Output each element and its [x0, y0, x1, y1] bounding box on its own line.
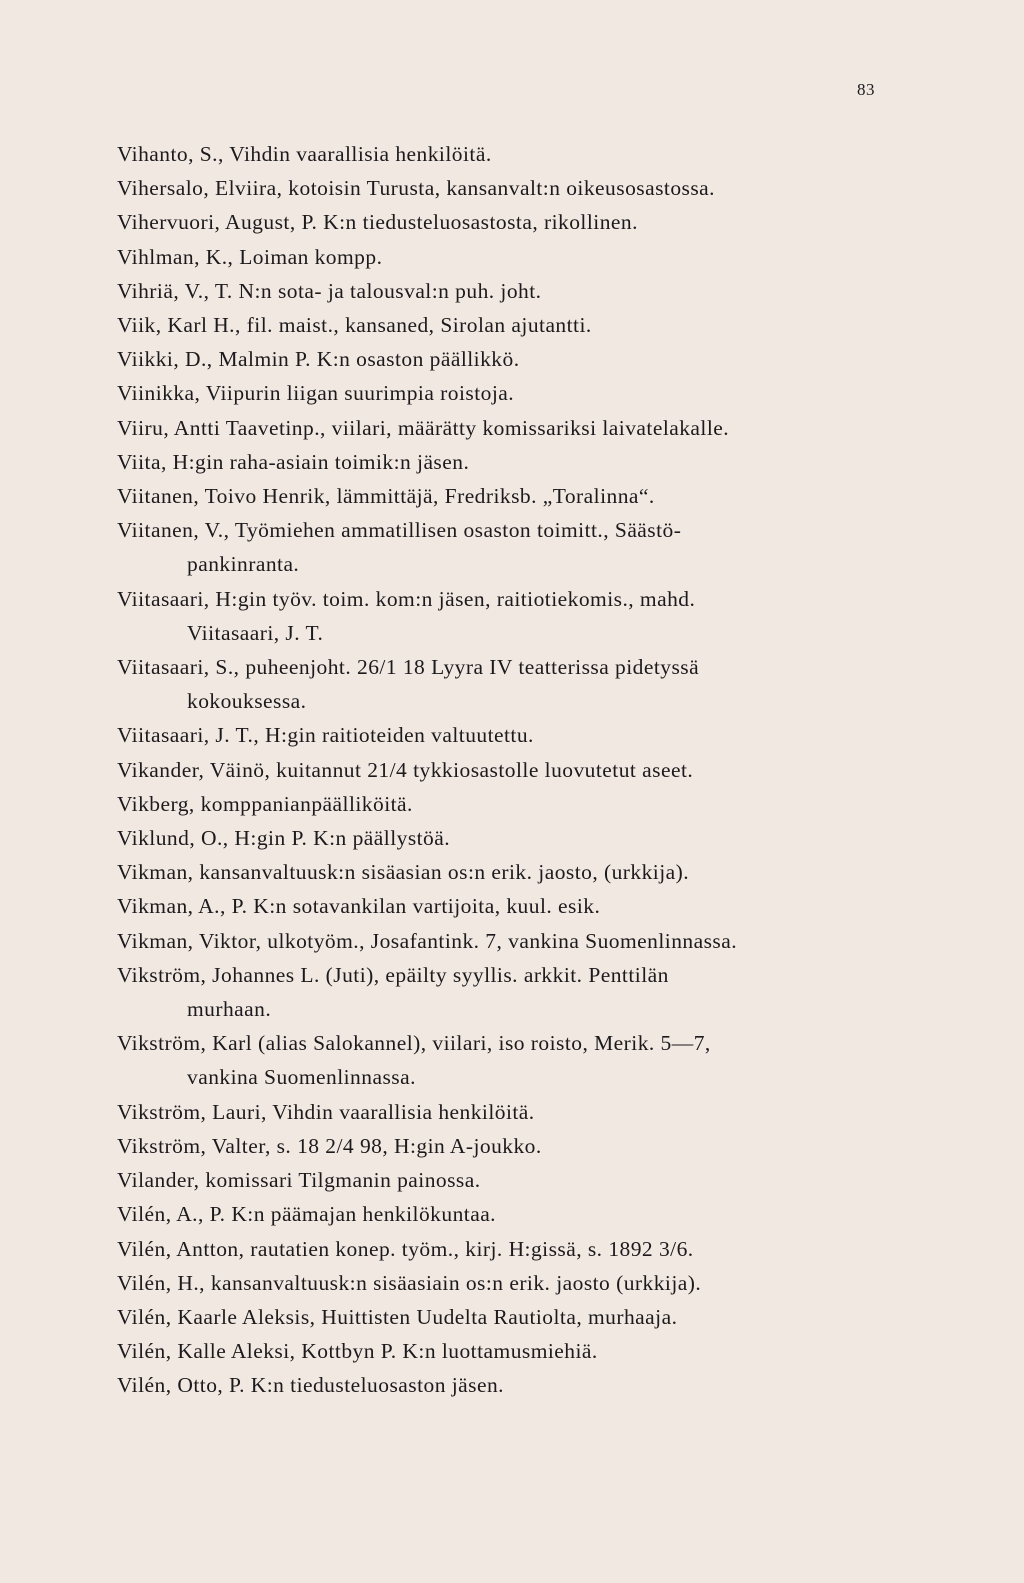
page-number: 83	[857, 80, 875, 99]
register-entry	[117, 308, 897, 342]
entry-text: Viitasaari, H:gin työv. toim. kom:n jäsen, raitiotiekomis., mahd.	[117, 586, 696, 611]
entry-text: Vilén, Antton, rautatien konep. työm., kirj. H:gissä, s. 1892 3/6.	[117, 1236, 694, 1261]
register-entry	[117, 582, 897, 650]
entry-text: Vihlman, K., Loiman kompp.	[117, 244, 383, 269]
register-entry	[117, 342, 897, 376]
register-entry	[117, 958, 897, 1026]
entry-text: Vikström, Valter, s. 18 2/4 98, H:gin A-joukko.	[117, 1133, 542, 1158]
entry-text: Viitasaari, J. T., H:gin raitioteiden valtuutettu.	[117, 723, 534, 748]
entry-text: Viik, Karl H., fil. maist., kansaned, Sirolan ajutantti.	[117, 313, 592, 338]
register-entry	[117, 1095, 897, 1129]
register-entry	[117, 274, 897, 308]
entry-text: Vihervuori, August, P. K:n tiedusteluosastosta, rikollinen.	[117, 210, 638, 235]
register-entry	[117, 787, 897, 821]
register-entry	[117, 1197, 897, 1231]
entry-text: Viikki, D., Malmin P. K:n osaston päällikkö.	[117, 347, 520, 372]
entry-text: Vikman, kansanvaltuusk:n sisäasian os:n erik. jaosto, (urkkija).	[117, 860, 690, 885]
entry-text: Vikander, Väinö, kuitannut 21/4 tykkiosastolle luovutetut aseet.	[117, 757, 694, 782]
register-entry	[117, 1300, 897, 1334]
register-entry	[117, 650, 897, 718]
entry-text: Viiru, Antti Taavetinp., viilari, määrätty komissariksi laivatelakalle.	[117, 415, 730, 440]
entry-text: Vilén, H., kansanvaltuusk:n sisäasiain os:n erik. jaosto (urkkija).	[117, 1270, 702, 1295]
entry-continuation: vankina Suomenlinnassa.	[187, 1065, 416, 1090]
register-entry	[117, 889, 897, 923]
register-entry	[117, 171, 897, 205]
register-entry	[117, 1368, 897, 1402]
entry-text: Viita, H:gin raha-asiain toimik:n jäsen.	[117, 449, 470, 474]
entry-text: Vikström, Lauri, Vihdin vaarallisia henkilöitä.	[117, 1099, 535, 1124]
register-entry	[117, 137, 897, 171]
register-entry	[117, 753, 897, 787]
entry-text: Vilén, Kalle Aleksi, Kottbyn P. K:n luottamusmiehiä.	[117, 1339, 598, 1364]
entry-text: Viitanen, V., Työmiehen ammatillisen osaston toimitt., Säästö-	[117, 518, 682, 543]
register-entry	[117, 479, 897, 513]
register-entry	[117, 718, 897, 752]
register-entry	[117, 1232, 897, 1266]
entry-text: Vikman, A., P. K:n sotavankilan vartijoita, kuul. esik.	[117, 894, 601, 919]
entry-text: Viinikka, Viipurin liigan suurimpia roistoja.	[117, 381, 515, 406]
entry-text: Vilén, Otto, P. K:n tiedusteluosaston jäsen.	[117, 1373, 504, 1398]
entry-text: Vihersalo, Elviira, kotoisin Turusta, kansanvalt:n oikeusosastossa.	[117, 176, 715, 201]
entry-text: Vihanto, S., Vihdin vaarallisia henkilöitä.	[117, 142, 492, 166]
register-entry	[117, 376, 897, 410]
entry-continuation: pankinranta.	[187, 552, 300, 577]
entry-text: Viitasaari, S., puheenjoht. 26/1 18 Lyyra IV teatterissa pidetyssä	[117, 655, 700, 680]
register-entry	[117, 205, 897, 239]
register-entry	[117, 1026, 897, 1094]
register-entry	[117, 1266, 897, 1300]
entry-text: Vilén, A., P. K:n päämajan henkilökuntaa.	[117, 1202, 497, 1227]
entry-text: Vilander, komissari Tilgmanin painossa.	[117, 1168, 481, 1193]
entry-text: Vikman, Viktor, ulkotyöm., Josafantink. 7, vankina Suomenlinnassa.	[117, 928, 738, 953]
register-entry	[117, 445, 897, 479]
register-entry	[117, 855, 897, 889]
register-entry	[117, 1334, 897, 1368]
entry-text: Vihriä, V., T. N:n sota- ja talousval:n puh. joht.	[117, 278, 542, 303]
register-entry	[117, 1163, 897, 1197]
register-entries	[117, 137, 897, 1403]
entry-text: Vikström, Johannes L. (Juti), epäilty syyllis. arkkit. Penttilän	[117, 962, 669, 987]
entry-text: Viklund, O., H:gin P. K:n päällystöä.	[117, 826, 451, 851]
entry-continuation: Viitasaari, J. T.	[187, 620, 324, 645]
entry-text: Viitanen, Toivo Henrik, lämmittäjä, Fredriksb. „Toralinna“.	[117, 484, 655, 509]
entry-text: Vikström, Karl (alias Salokannel), viilari, iso roisto, Merik. 5—7,	[117, 1031, 711, 1056]
register-entry	[117, 411, 897, 445]
register-entry	[117, 1129, 897, 1163]
entry-continuation: kokouksessa.	[187, 689, 307, 714]
register-entry	[117, 924, 897, 958]
register-entry	[117, 821, 897, 855]
register-entry	[117, 513, 897, 581]
entry-text: Vilén, Kaarle Aleksis, Huittisten Uudelta Rautiolta, murhaaja.	[117, 1304, 678, 1329]
entry-text: Vikberg, komppanianpäälliköitä.	[117, 791, 413, 816]
register-entry	[117, 240, 897, 274]
entry-continuation: murhaan.	[187, 997, 272, 1022]
